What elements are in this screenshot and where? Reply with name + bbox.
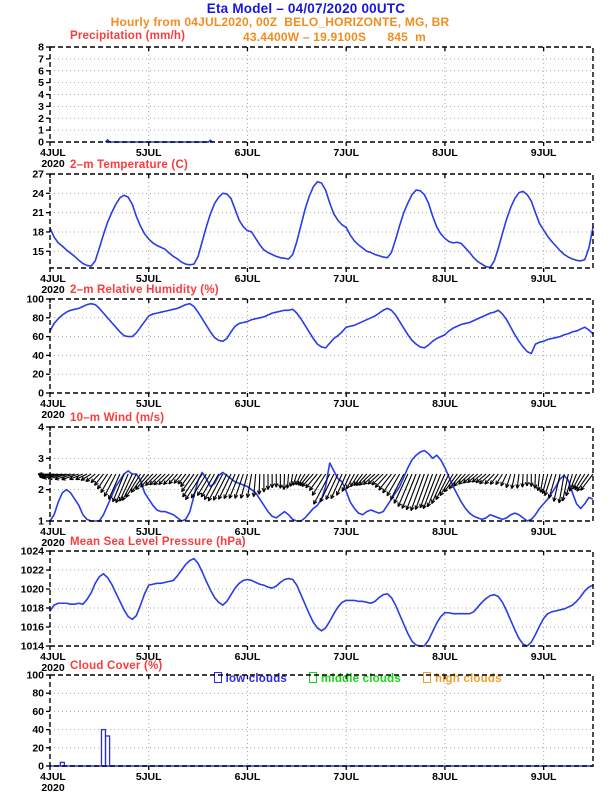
svg-text:7JUL: 7JUL: [333, 651, 360, 663]
svg-text:1: 1: [38, 515, 44, 528]
svg-text:3: 3: [38, 100, 44, 113]
svg-text:6JUL: 6JUL: [234, 147, 261, 159]
panel-title-precipitation: Precipitation (mm/h): [70, 30, 186, 42]
svg-text:1022: 1022: [20, 564, 44, 577]
svg-text:100: 100: [26, 293, 44, 306]
svg-text:9JUL: 9JUL: [530, 651, 557, 663]
svg-text:7JUL: 7JUL: [333, 398, 360, 410]
panel-title-cloud-cover: Cloud Cover (%): [70, 660, 163, 672]
svg-text:4JUL: 4JUL: [40, 398, 66, 410]
svg-text:7JUL: 7JUL: [333, 273, 360, 285]
svg-text:1: 1: [38, 124, 44, 137]
svg-text:2020: 2020: [41, 537, 65, 549]
page-title: Eta Model – 04/07/2020 00UTC: [206, 1, 406, 16]
svg-text:8JUL: 8JUL: [432, 771, 458, 783]
legend-label-high-clouds: high clouds: [434, 673, 502, 685]
svg-text:8JUL: 8JUL: [432, 398, 458, 410]
svg-text:8: 8: [38, 41, 44, 54]
svg-text:4JUL: 4JUL: [40, 147, 66, 159]
panel-wind-plot: [38, 422, 593, 550]
svg-text:20: 20: [32, 368, 44, 381]
svg-text:0: 0: [38, 760, 44, 773]
svg-text:80: 80: [32, 312, 44, 325]
svg-text:40: 40: [32, 349, 44, 362]
svg-text:6JUL: 6JUL: [234, 526, 261, 538]
svg-text:5: 5: [38, 77, 44, 90]
svg-text:7JUL: 7JUL: [333, 526, 360, 538]
svg-text:7: 7: [38, 53, 44, 66]
panel-title-wind: 10–m Wind (m/s): [70, 412, 165, 424]
svg-text:100: 100: [26, 669, 44, 682]
svg-text:6JUL: 6JUL: [234, 771, 261, 783]
svg-text:7JUL: 7JUL: [333, 147, 360, 159]
svg-text:2020: 2020: [41, 782, 65, 792]
svg-text:5JUL: 5JUL: [135, 273, 162, 285]
panel-title-humidity: 2–m Relative Humidity (%): [70, 284, 219, 296]
svg-text:8JUL: 8JUL: [432, 273, 458, 285]
svg-text:15: 15: [32, 245, 44, 258]
svg-text:8JUL: 8JUL: [432, 526, 458, 538]
svg-text:6JUL: 6JUL: [234, 651, 261, 663]
svg-text:4: 4: [38, 89, 44, 101]
svg-text:6: 6: [38, 65, 44, 78]
svg-text:60: 60: [32, 331, 44, 344]
svg-text:9JUL: 9JUL: [530, 771, 557, 783]
svg-text:2020: 2020: [41, 158, 65, 170]
svg-text:24: 24: [32, 187, 44, 200]
svg-text:5JUL: 5JUL: [135, 398, 162, 410]
svg-text:6JUL: 6JUL: [234, 398, 261, 410]
panel-mslp-plot: [21, 546, 593, 675]
svg-text:20: 20: [32, 742, 44, 755]
svg-text:4JUL: 4JUL: [40, 273, 66, 285]
svg-text:1020: 1020: [20, 583, 44, 596]
svg-text:1016: 1016: [20, 621, 44, 634]
run-subtitle: Hourly from 04JUL2020, 00Z BELO_HORIZONTE, MG, BR: [110, 15, 450, 29]
svg-text:2: 2: [38, 112, 44, 125]
panel-title-temperature: 2–m Temperature (C): [70, 159, 188, 171]
svg-text:5JUL: 5JUL: [135, 771, 162, 783]
svg-text:8JUL: 8JUL: [432, 651, 458, 663]
svg-text:9JUL: 9JUL: [530, 398, 557, 410]
panel-temp-plot: [32, 169, 593, 297]
svg-text:1024: 1024: [20, 545, 44, 558]
svg-text:6JUL: 6JUL: [234, 273, 261, 285]
svg-text:8JUL: 8JUL: [432, 147, 458, 159]
svg-text:9JUL: 9JUL: [530, 526, 557, 538]
panel-rh-plot: [26, 294, 593, 422]
svg-text:5JUL: 5JUL: [135, 651, 162, 663]
svg-text:4JUL: 4JUL: [40, 526, 66, 538]
svg-text:27: 27: [32, 168, 44, 181]
legend-label-middle-clouds: middle clouds: [321, 673, 401, 685]
svg-text:18: 18: [32, 226, 44, 239]
svg-text:0: 0: [38, 387, 44, 400]
svg-text:2020: 2020: [41, 662, 65, 674]
svg-text:9JUL: 9JUL: [530, 147, 557, 159]
svg-text:2020: 2020: [41, 284, 65, 296]
svg-text:60: 60: [32, 705, 44, 718]
svg-text:3: 3: [38, 452, 44, 465]
svg-text:2020: 2020: [41, 409, 65, 421]
svg-text:9JUL: 9JUL: [530, 273, 557, 285]
svg-text:0: 0: [38, 136, 44, 149]
svg-text:4: 4: [38, 421, 44, 434]
legend-label-low-clouds: low clouds: [225, 673, 288, 685]
station-coordinates: 43.4400W – 19.9100S 845 m: [243, 30, 426, 44]
svg-text:4JUL: 4JUL: [40, 651, 66, 663]
svg-text:40: 40: [32, 724, 44, 737]
svg-text:5JUL: 5JUL: [135, 526, 162, 538]
svg-text:1018: 1018: [20, 602, 44, 615]
svg-text:2: 2: [38, 484, 44, 497]
svg-text:21: 21: [32, 207, 44, 220]
svg-text:7JUL: 7JUL: [333, 771, 360, 783]
panel-cloud-plot: [26, 670, 593, 792]
svg-text:80: 80: [32, 687, 44, 700]
panel-title-pressure: Mean Sea Level Pressure (hPa): [70, 536, 246, 548]
svg-text:4JUL: 4JUL: [40, 771, 66, 783]
svg-text:5JUL: 5JUL: [135, 147, 162, 159]
panel-precip-plot: [38, 42, 593, 171]
svg-text:1014: 1014: [20, 640, 44, 653]
